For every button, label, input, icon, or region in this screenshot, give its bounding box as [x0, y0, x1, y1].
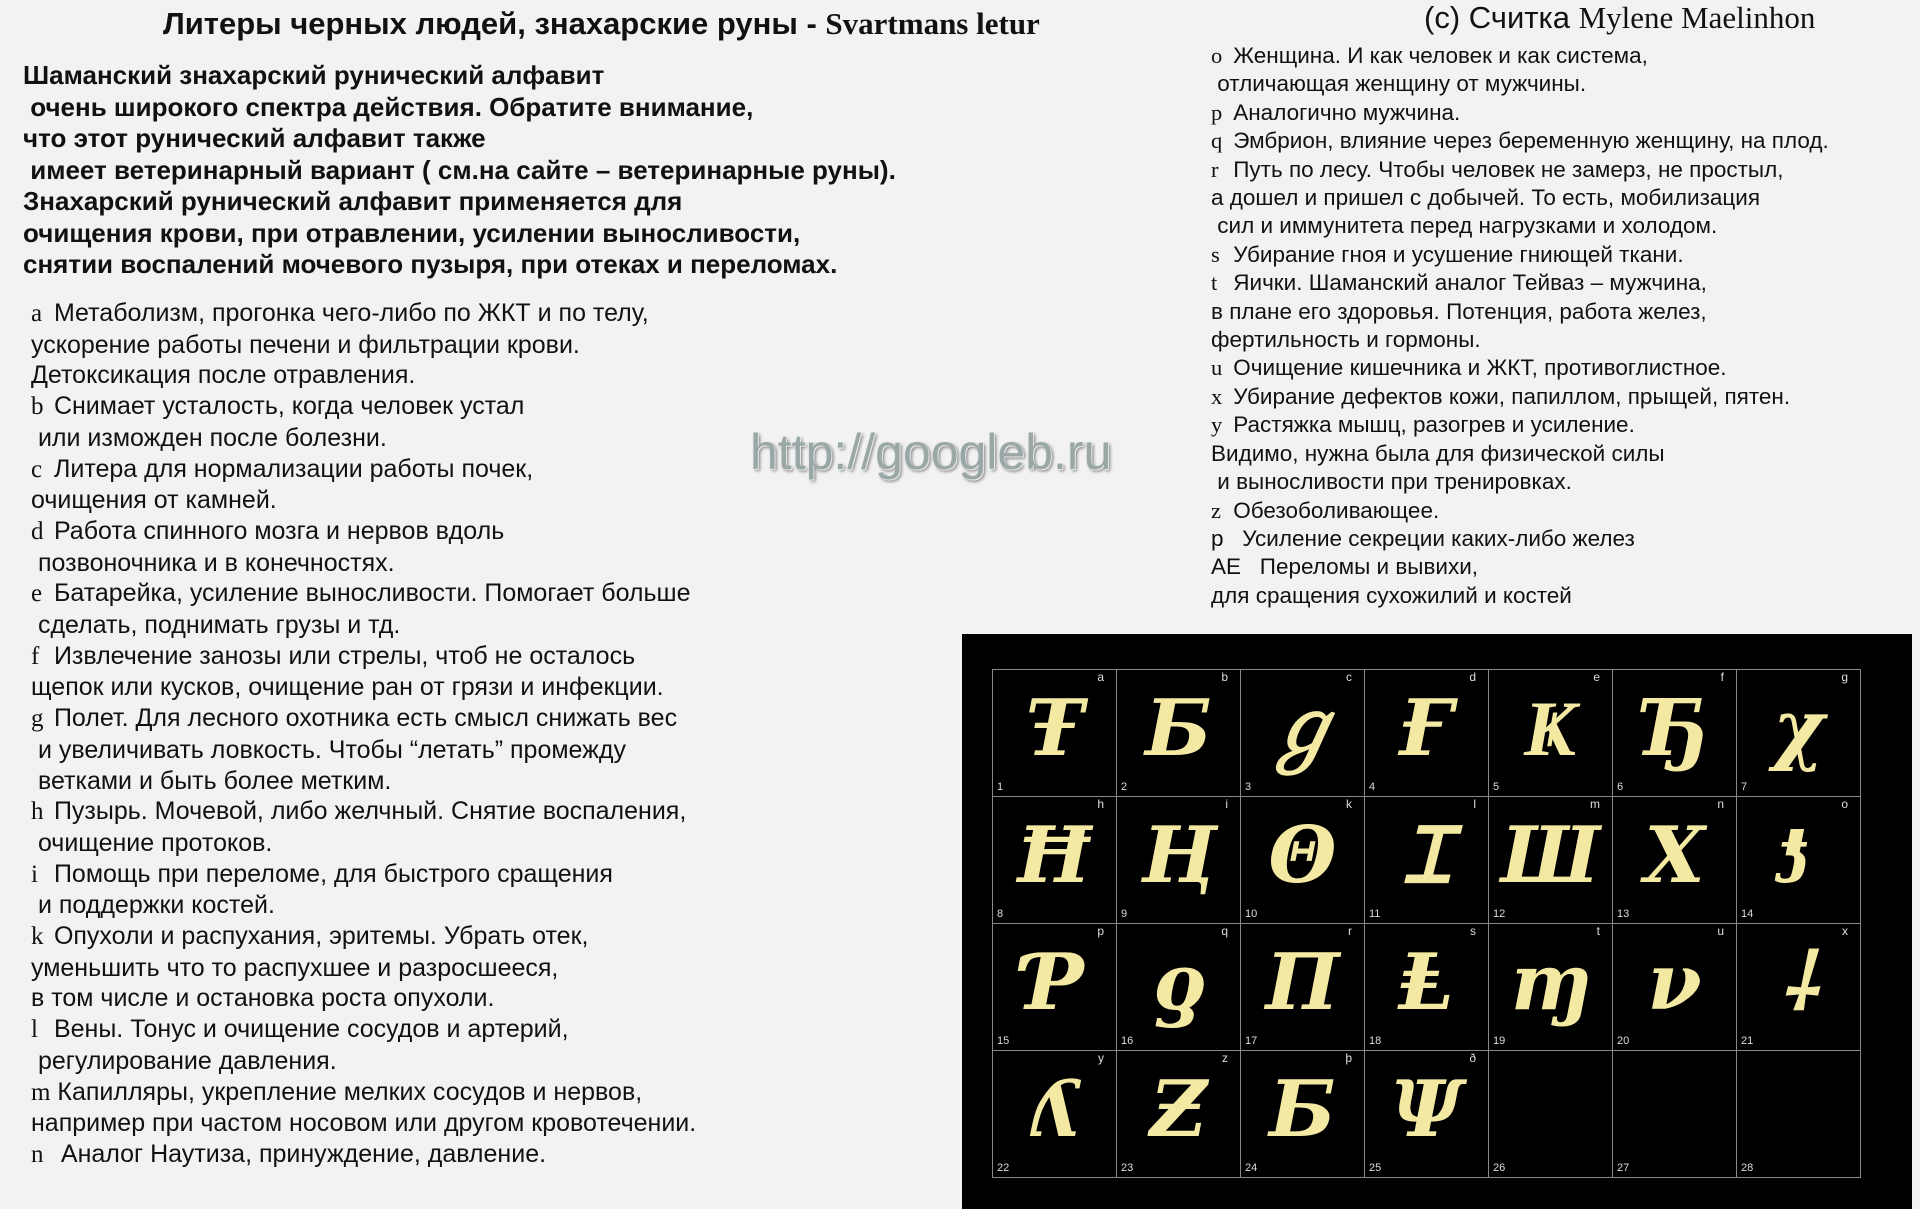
- rune-cell-number: 10: [1245, 908, 1258, 920]
- rune-cell: [1117, 797, 1241, 924]
- intro-line: что этот рунический алфавит также: [23, 123, 486, 153]
- rune-letter: q: [1211, 128, 1223, 154]
- rune-cell-number: 16: [1121, 1035, 1134, 1047]
- rune-description: Аналогично мужчина.: [1227, 99, 1461, 125]
- list-item: [1211, 70, 1920, 98]
- rune-description: Растяжка мышц, разогрев и усиление.: [1227, 412, 1635, 438]
- rune-cell-letter: f: [1720, 670, 1724, 684]
- rune-cell: [1241, 1051, 1365, 1178]
- rune-cell: [1241, 670, 1365, 797]
- rune-description: Литера для нормализации работы почек,: [47, 454, 534, 483]
- rune-cell: [1365, 1051, 1489, 1178]
- rune-description: в плане его здоровья. Потенция, работа желез,: [1211, 298, 1707, 324]
- rune-cell-number: 28: [1741, 1162, 1754, 1174]
- intro-line: имеет ветеринарный вариант ( см.на сайте – ветеринарные руны).: [23, 154, 896, 185]
- rune-description: сделать, поднимать грузы и тд.: [31, 611, 401, 640]
- list-item: [31, 735, 791, 766]
- rune-glyph: Ƶ: [1150, 1064, 1207, 1155]
- rune-cell: [1489, 670, 1613, 797]
- rune-cell-number: 15: [997, 1035, 1010, 1047]
- rune-letter: x: [1211, 383, 1223, 409]
- rune-description: Батарейка, усиление выносливости. Помогает больше: [47, 579, 691, 608]
- rune-description: ускорение работы печени и фильтрации крови.: [31, 330, 580, 359]
- rune-description: Работа спинного мозга и нервов вдоль: [47, 516, 505, 545]
- list-item: [1211, 411, 1920, 439]
- rune-letter: z: [1211, 497, 1221, 523]
- list-item: [1211, 468, 1920, 496]
- rune-cell-number: 17: [1245, 1035, 1258, 1047]
- rune-cell-letter: n: [1717, 797, 1724, 811]
- rune-cell: [1737, 670, 1861, 797]
- rune-description: Помощь при переломе, для быстрого сращения: [47, 859, 613, 888]
- rune-cell-letter: e: [1593, 670, 1600, 684]
- rune-cell: [1737, 924, 1861, 1051]
- rune-cell-letter: r: [1348, 924, 1352, 938]
- rune-description: Пузырь. Мочевой, либо желчный. Снятие воспаления,: [47, 797, 687, 826]
- list-item: [1211, 440, 1920, 468]
- list-item: [1211, 497, 1920, 525]
- rune-letter: s: [1211, 241, 1220, 267]
- rune-cell: [1489, 1051, 1613, 1178]
- rune-cell-letter: s: [1470, 924, 1476, 938]
- rune-description-list-right: [1211, 42, 1920, 610]
- rune-description: отличающая женщину от мужчины.: [1211, 71, 1587, 97]
- list-item: [31, 610, 791, 641]
- rune-cell: [1365, 924, 1489, 1051]
- rune-glyph: Б: [1145, 683, 1212, 774]
- rune-glyph: ℊ: [1263, 683, 1342, 774]
- rune-description: сил и иммунитета перед нагрузками и холодом.: [1211, 213, 1718, 239]
- intro-line: Шаманский знахарский рунический алфавит: [23, 60, 605, 90]
- rune-letter: f: [31, 642, 40, 670]
- rune-cell-letter: o: [1841, 797, 1848, 811]
- rune-description: Аналог Наутиза, принуждение, давление.: [47, 1139, 547, 1168]
- page-title-main: Литеры черных людей, знахарские руны -: [163, 6, 826, 41]
- rune-description: ветками и быть более метким.: [31, 766, 392, 795]
- rune-description: или изможден после болезни.: [31, 423, 387, 452]
- list-item: [31, 548, 791, 579]
- rune-letter: a: [31, 300, 43, 327]
- rune-letter: l: [31, 1016, 38, 1044]
- rune-cell-number: 23: [1121, 1162, 1134, 1174]
- credit-line: [1424, 0, 1815, 36]
- rune-cell-letter: d: [1469, 670, 1476, 684]
- rune-cell-letter: i: [1225, 797, 1228, 811]
- rune-cell-number: 1: [997, 781, 1004, 793]
- rune-cell: [1117, 924, 1241, 1051]
- rune-glyph: ƾ: [1777, 810, 1820, 901]
- rune-cell: [1241, 797, 1365, 924]
- rune-glyph: Ш: [1501, 810, 1600, 901]
- rune-letter: m: [31, 1078, 51, 1106]
- intro-line: снятии воспалений мочевого пузыря, при отеках и переломах.: [23, 249, 838, 279]
- rune-description: Убирание гноя и усушение гниющей ткани.: [1227, 241, 1684, 267]
- rune-cell-number: 18: [1369, 1035, 1382, 1047]
- rune-cell-number: 2: [1121, 781, 1128, 793]
- rune-description-list-left: [31, 298, 791, 1171]
- rune-description: щепок или кусков, очищение ран от грязи и инфекции.: [31, 673, 664, 702]
- rune-letter: e: [31, 580, 43, 608]
- rune-letter: h: [31, 798, 44, 826]
- list-item: [31, 672, 791, 703]
- list-item: [1211, 184, 1920, 212]
- rune-letter: k: [31, 923, 44, 951]
- rune-description: Детоксикация после отравления.: [31, 361, 416, 390]
- rune-cell-number: 19: [1493, 1035, 1506, 1047]
- rune-letter: y: [1211, 412, 1223, 438]
- rune-cell-number: 24: [1245, 1162, 1258, 1174]
- intro-line: Знахарский рунический алфавит применяется для: [23, 186, 683, 216]
- rune-cell: [1613, 924, 1737, 1051]
- list-item: [1211, 326, 1920, 354]
- rune-description: и выносливости при тренировках.: [1211, 469, 1572, 495]
- rune-glyph: ⸸: [1780, 937, 1817, 1028]
- rune-glyph: Ђ: [1639, 683, 1710, 774]
- list-item: [31, 1046, 791, 1077]
- rune-cell: [993, 1051, 1117, 1178]
- list-item: [1211, 241, 1920, 269]
- rune-description: Путь по лесу. Чтобы человек не замерз, не простыл,: [1227, 156, 1784, 182]
- list-item: [31, 1077, 791, 1109]
- rune-letter: g: [31, 705, 44, 733]
- rune-cell-number: 14: [1741, 908, 1754, 920]
- rune-cell-letter: b: [1221, 670, 1228, 684]
- rune-cell-letter: q: [1221, 924, 1228, 938]
- list-item: [31, 890, 791, 921]
- rune-cell-letter: z: [1222, 1051, 1228, 1065]
- rune-cell-letter: a: [1097, 670, 1104, 684]
- rune-description: уменьшить что то распухшее и разросшееся,: [31, 953, 559, 982]
- rune-letter: o: [1211, 43, 1223, 68]
- list-item: [31, 330, 791, 361]
- rune-cell: [993, 797, 1117, 924]
- rune-cell-number: 4: [1369, 781, 1376, 793]
- list-item: [31, 921, 791, 953]
- rune-cell-number: 13: [1617, 908, 1630, 920]
- list-item: [31, 641, 791, 673]
- rune-glyph: Ψ: [1390, 1064, 1463, 1155]
- rune-glyph: Ⱨ: [1141, 810, 1216, 901]
- rune-cell-number: 11: [1369, 908, 1381, 920]
- rune-description: Очищение кишечника и ЖКТ, противоглистное.: [1227, 355, 1727, 381]
- list-item: [31, 578, 791, 610]
- rune-letter: i: [31, 860, 38, 888]
- list-item: [31, 454, 791, 486]
- rune-description: Яички. Шаманский аналог Тейваз – мужчина,: [1227, 270, 1707, 296]
- rune-cell: [1737, 797, 1861, 924]
- rune-glyph: Ⱡ: [1399, 937, 1454, 1028]
- rune-cell-number: 5: [1493, 781, 1500, 793]
- rune-cell-number: 12: [1493, 908, 1506, 920]
- rune-cell-number: 8: [997, 908, 1004, 920]
- rune-table-image: [962, 634, 1912, 1209]
- rune-letter: n: [31, 1140, 44, 1168]
- rune-glyph: Ƃ: [1269, 1064, 1336, 1155]
- rune-description: Вены. Тонус и очищение сосудов и артерий,: [47, 1015, 569, 1044]
- rune-description: для сращения сухожилий и костей: [1211, 582, 1572, 608]
- list-item: [31, 360, 791, 391]
- rune-glyph: Π: [1265, 937, 1340, 1028]
- rune-cell-number: 21: [1741, 1035, 1754, 1047]
- rune-glyph: Ħ: [1017, 810, 1092, 901]
- rune-glyph: Ŧ: [1025, 683, 1084, 774]
- rune-description: Полет. Для лесного охотника есть смысл снижать вес: [47, 704, 678, 733]
- rune-cell-letter: ð: [1469, 1051, 1476, 1065]
- rune-cell: [1365, 670, 1489, 797]
- rune-description: Извлечение занозы или стрелы, чтоб не осталось: [47, 641, 636, 670]
- rune-cell: [1241, 924, 1365, 1051]
- list-item: [1211, 127, 1920, 155]
- rune-glyph: ν: [1647, 937, 1702, 1028]
- rune-glyph: Ғ: [1399, 683, 1454, 774]
- list-item: [1211, 525, 1920, 553]
- list-item: [1211, 42, 1920, 70]
- rune-cell: [1489, 797, 1613, 924]
- rune-cell-number: 20: [1617, 1035, 1630, 1047]
- list-item: [31, 796, 791, 828]
- rune-description: Метаболизм, прогонка чего-либо по ЖКТ и по телу,: [47, 299, 649, 327]
- list-item: [1211, 582, 1920, 610]
- rune-description: и поддержки костей.: [31, 891, 275, 920]
- watermark: http://googleb.ru: [750, 424, 1112, 480]
- rune-description: фертильность и гормоны.: [1211, 327, 1481, 353]
- page-title: [163, 6, 1083, 42]
- rune-cell-number: 3: [1245, 781, 1252, 793]
- rune-cell-letter: y: [1098, 1051, 1104, 1065]
- rune-cell-number: 22: [997, 1162, 1010, 1174]
- rune-letter: c: [31, 455, 43, 483]
- rune-description: позвоночника и в конечностях.: [31, 548, 395, 577]
- rune-description: например при частом носовом или другом кровотечении.: [31, 1109, 697, 1138]
- list-item: [1211, 212, 1920, 240]
- rune-glyph: Ҝ: [1524, 683, 1577, 774]
- rune-glyph: Ɪ: [1404, 810, 1449, 901]
- list-item: [1211, 156, 1920, 184]
- rune-cell-letter: g: [1841, 670, 1848, 684]
- rune-cell: [993, 924, 1117, 1051]
- rune-cell: [1117, 670, 1241, 797]
- rune-glyph: Θ: [1268, 810, 1337, 901]
- list-item: [31, 1139, 791, 1171]
- rune-cell-letter: k: [1346, 797, 1352, 811]
- rune-cell-number: 9: [1121, 908, 1128, 920]
- rune-description: Убирание дефектов кожи, папиллом, прыщей, пятен.: [1227, 383, 1791, 409]
- rune-description: и увеличивать ловкость. Чтобы “летать” промежду: [31, 735, 626, 764]
- rune-cell-letter: h: [1097, 797, 1104, 811]
- rune-description: Капилляры, укрепление мелких сосудов и нервов,: [50, 1077, 643, 1106]
- rune-glyph: Ƥ: [1025, 937, 1084, 1028]
- rune-letter: p: [1211, 99, 1223, 125]
- list-item: [31, 703, 791, 735]
- rune-description: в том числе и остановка роста опухоли.: [31, 984, 495, 1013]
- list-item: [31, 516, 791, 548]
- rune-cell-letter: c: [1346, 670, 1352, 684]
- list-item: [31, 1014, 791, 1046]
- rune-cell-letter: m: [1590, 797, 1600, 811]
- rune-cell: [1489, 924, 1613, 1051]
- rune-description: очищения от камней.: [31, 486, 277, 515]
- rune-description: Видимо, нужна была для физической силы: [1211, 440, 1665, 466]
- rune-glyph: Ⅹ: [1644, 810, 1705, 901]
- rune-cell: [1737, 1051, 1861, 1178]
- list-item: [1211, 99, 1920, 127]
- list-item: [31, 983, 791, 1014]
- list-item: [1211, 269, 1920, 297]
- rune-cell: [993, 670, 1117, 797]
- rune-description: Снимает усталость, когда человек устал: [47, 392, 525, 421]
- intro-line: очищения крови, при отравлении, усилении выносливости,: [23, 217, 801, 248]
- rune-description: регулирование давления.: [31, 1046, 337, 1075]
- rune-grid: [992, 669, 1861, 1178]
- page-title-latin: Svartmans letur: [825, 6, 1040, 41]
- rune-cell-number: 6: [1617, 781, 1624, 793]
- rune-cell: [1613, 797, 1737, 924]
- list-item: [31, 485, 791, 516]
- rune-cell-number: 7: [1741, 781, 1748, 793]
- rune-glyph: χ: [1772, 683, 1825, 774]
- list-item: [31, 859, 791, 891]
- list-item: [1211, 383, 1920, 411]
- credit-author: Mylene Maelinhon: [1578, 0, 1816, 35]
- rune-cell-number: 25: [1369, 1162, 1382, 1174]
- list-item: [31, 391, 791, 423]
- list-item: [31, 423, 791, 454]
- rune-description: Женщина. И как человек и как система,: [1227, 43, 1648, 68]
- rune-description: Эмбрион, влияние через беременную женщину, на плод.: [1227, 128, 1829, 154]
- rune-description: Опухоли и распухания, эритемы. Убрать отек,: [47, 922, 589, 951]
- list-item: [31, 298, 791, 330]
- rune-cell-letter: þ: [1345, 1051, 1352, 1065]
- rune-cell: [1365, 797, 1489, 924]
- rune-glyph: ɱ: [1509, 937, 1592, 1028]
- rune-cell: [1613, 1051, 1737, 1178]
- rune-letter: d: [31, 517, 44, 545]
- rune-letter: b: [31, 393, 44, 421]
- rune-cell-letter: l: [1473, 797, 1476, 811]
- rune-description: Обезоболивающее.: [1227, 497, 1440, 523]
- list-item: [31, 766, 791, 797]
- rune-glyph: ƍ: [1152, 937, 1205, 1028]
- rune-description: р Усиление секреции каких-либо желез: [1211, 525, 1635, 551]
- rune-description: очищение протоков.: [31, 828, 273, 857]
- rune-cell-letter: u: [1717, 924, 1724, 938]
- rune-description: АЕ Переломы и вывихи,: [1211, 554, 1479, 580]
- rune-letter: u: [1211, 355, 1223, 381]
- list-item: [31, 953, 791, 984]
- list-item: [1211, 354, 1920, 382]
- rune-cell-number: 27: [1617, 1162, 1630, 1174]
- rune-cell: [1613, 670, 1737, 797]
- rune-cell-letter: t: [1596, 924, 1600, 938]
- rune-glyph: ʎ: [1029, 1064, 1080, 1155]
- list-item: [31, 1108, 791, 1139]
- list-item: [1211, 298, 1920, 326]
- intro-line: очень широкого спектра действия. Обратите внимание,: [23, 91, 754, 122]
- rune-cell-letter: p: [1097, 924, 1104, 938]
- rune-description: а дошел и пришел с добычей. То есть, мобилизация: [1211, 185, 1761, 211]
- list-item: [1211, 553, 1920, 581]
- rune-cell: [1117, 1051, 1241, 1178]
- intro-paragraph: [23, 60, 983, 281]
- list-item: [31, 828, 791, 859]
- rune-letter: t: [1211, 270, 1218, 296]
- credit-prefix: (c) Считка: [1424, 0, 1579, 35]
- rune-cell-number: 26: [1493, 1162, 1506, 1174]
- rune-cell-letter: x: [1842, 924, 1848, 938]
- rune-letter: r: [1211, 156, 1219, 182]
